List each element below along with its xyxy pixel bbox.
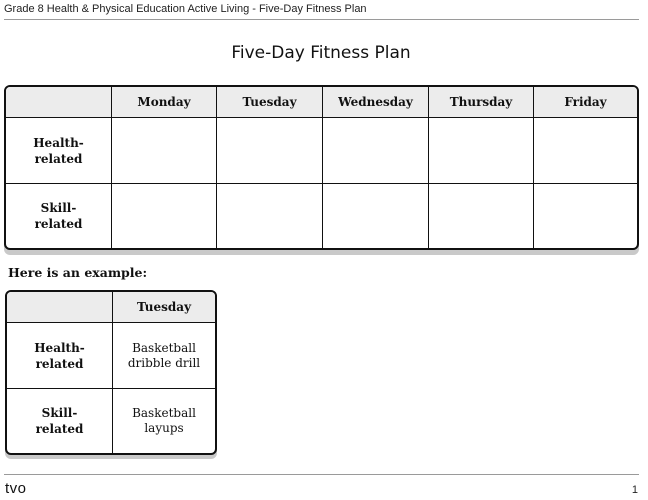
example-cell-line: Basketball <box>132 340 196 355</box>
document-header: Grade 8 Health & Physical Education Active Living - Five-Day Fitness Plan <box>4 3 367 15</box>
row-header-health-related <box>7 323 113 389</box>
column-header-thursday: Thursday <box>429 87 534 118</box>
fitness-plan-table-wrap <box>4 85 639 255</box>
row-header-line: related <box>35 356 84 371</box>
plan-cell-thursday-health[interactable] <box>429 118 534 184</box>
row-header-line: related <box>34 151 83 166</box>
row-header-skill-related <box>7 389 113 453</box>
column-header-friday: Friday <box>534 87 637 118</box>
column-header-wednesday: Wednesday <box>323 87 429 118</box>
plan-cell-monday-health[interactable] <box>112 118 217 184</box>
plan-cell-wednesday-health[interactable] <box>323 118 429 184</box>
plan-cell-friday-skill[interactable] <box>534 184 637 248</box>
row-header-line: Skill- <box>41 406 78 420</box>
plan-cell-monday-skill[interactable] <box>112 184 217 248</box>
column-header-monday: Monday <box>112 87 217 118</box>
header-divider <box>4 19 639 20</box>
example-label: Here is an example: <box>8 265 148 280</box>
example-table <box>5 290 217 455</box>
row-header-line: Skill- <box>40 201 77 215</box>
column-header-tuesday: Tuesday <box>113 292 215 323</box>
page-number: 1 <box>631 484 638 496</box>
row-header-line: related <box>35 422 84 436</box>
example-cell-line: dribble drill <box>127 355 201 370</box>
example-table-wrap <box>5 290 217 459</box>
row-header-line: Health- <box>33 135 84 150</box>
example-cell-line: Basketball <box>132 406 196 420</box>
row-header-line: Health- <box>34 340 85 355</box>
example-cell-line: layups <box>144 421 184 435</box>
plan-cell-wednesday-skill[interactable] <box>323 184 429 248</box>
row-header-line: related <box>34 217 83 231</box>
corner-header <box>7 292 113 323</box>
plan-cell-friday-health[interactable] <box>534 118 637 184</box>
page-title: Five-Day Fitness Plan <box>231 43 411 63</box>
plan-cell-tuesday-skill[interactable] <box>217 184 323 248</box>
corner-header <box>6 87 112 118</box>
fitness-plan-table <box>4 85 639 250</box>
tvo-logo: tvo <box>5 480 27 497</box>
row-header-health-related <box>6 118 112 184</box>
row-header-skill-related <box>6 184 112 248</box>
example-cell-health <box>113 323 215 389</box>
example-cell-skill <box>113 389 215 453</box>
plan-cell-tuesday-health[interactable] <box>217 118 323 184</box>
plan-cell-thursday-skill[interactable] <box>429 184 534 248</box>
footer-divider <box>4 474 639 475</box>
column-header-tuesday: Tuesday <box>217 87 323 118</box>
